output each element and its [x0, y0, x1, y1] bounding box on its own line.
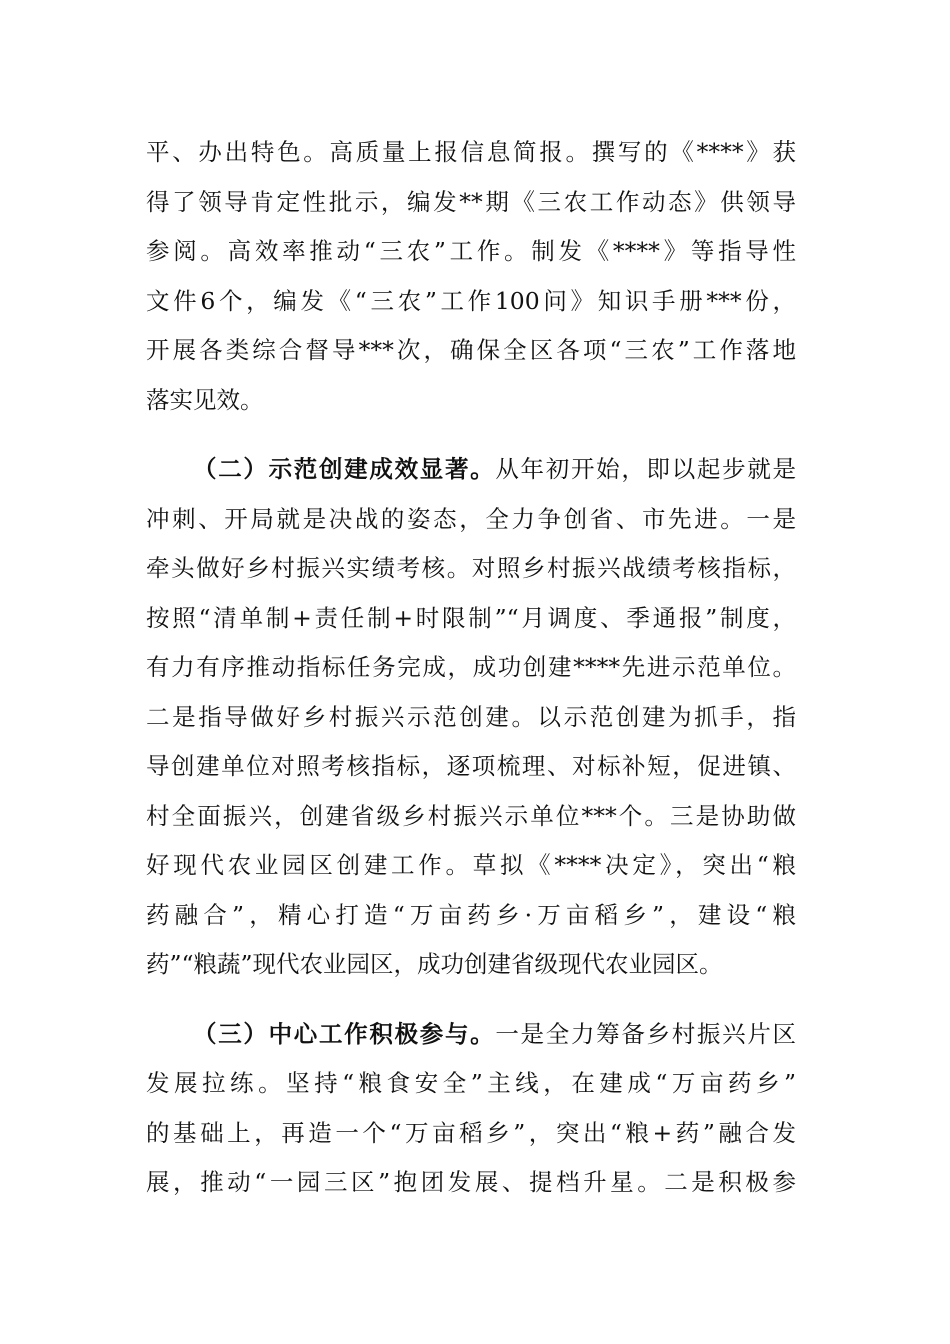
text-line [146, 1010, 796, 1060]
line-text: 从年初开始，即以起步就是 [495, 455, 796, 483]
text-line: 冲刺、开局就是决战的姿态，全力争创省、市先进。一是 [146, 504, 796, 533]
document-body [146, 128, 796, 1208]
text-line: 二是指导做好乡村振兴示范创建。以示范创建为抓手，指 [146, 702, 796, 731]
text-line: 有力有序推动指标任务完成，成功创建****先进示范单位。 [146, 653, 796, 681]
text-line: 牵头做好乡村振兴实绩考核。对照乡村振兴战绩考核指标， [146, 554, 796, 582]
text-line: 发展拉练。坚持“粮食安全”主线，在建成“万亩药乡” [146, 1069, 796, 1097]
text-line: 得了领导肯定性批示，编发**期《三农工作动态》供领导 [146, 187, 796, 216]
paragraph-1 [146, 128, 796, 425]
text-line: 平、办出特色。高质量上报信息简报。撰写的《****》获 [146, 138, 796, 166]
paragraph-3 [146, 1010, 796, 1208]
text-line: 文件6个，编发《“三农”工作100问》知识手册***份， [146, 286, 796, 315]
text-line: 导创建单位对照考核指标，逐项梳理、对标补短，促进镇、 [146, 752, 796, 780]
text-line: 的基础上，再造一个“万亩稻乡”，突出“粮+药”融合发 [146, 1118, 796, 1147]
text-line: 落实见效。 [146, 385, 264, 414]
section-heading: （二）示范创建成效显著。 [193, 455, 496, 483]
text-line: 参阅。高效率推动“三农”工作。制发《****》等指导性 [146, 237, 796, 265]
line-text: 一是全力筹备乡村振兴片区 [495, 1019, 796, 1048]
text-line: 好现代农业园区创建工作。草拟《****决定》，突出“粮 [146, 851, 796, 879]
text-line [146, 445, 796, 495]
text-line: 药融合”，精心打造“万亩药乡·万亩稻乡”，建设“粮 [146, 900, 796, 929]
text-line: 药”“粮蔬”现代农业园区，成功创建省级现代农业园区。 [146, 950, 723, 978]
text-line: 开展各类综合督导***次，确保全区各项“三农”工作落地 [146, 336, 796, 364]
section-heading: （三）中心工作积极参与。 [193, 1019, 496, 1048]
paragraph-2 [146, 445, 796, 990]
text-line: 村全面振兴，创建省级乡村振兴示单位***个。三是协助做 [146, 801, 796, 830]
text-line: 按照“清单制+责任制+时限制”“月调度、季通报”制度， [146, 603, 796, 632]
text-line: 展，推动“一园三区”抱团发展、提档升星。二是积极参 [146, 1168, 796, 1196]
